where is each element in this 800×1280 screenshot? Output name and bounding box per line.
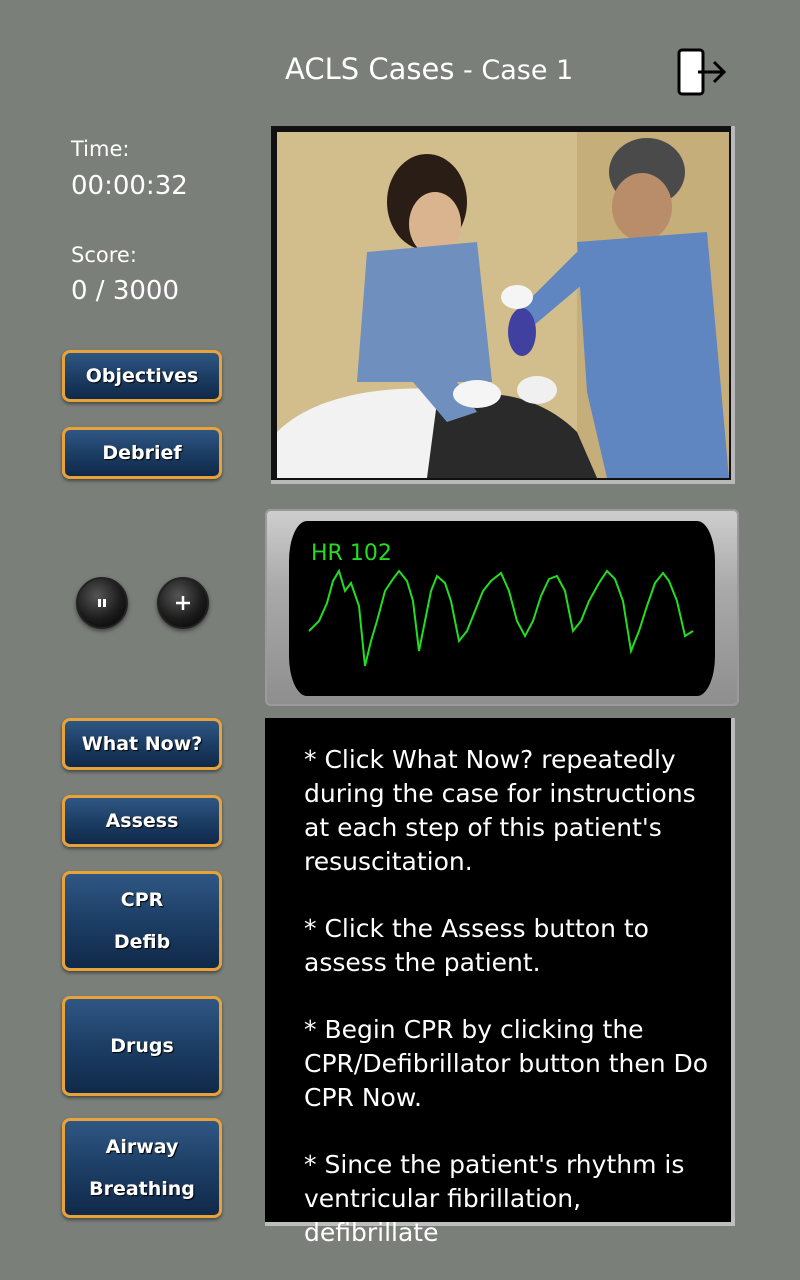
assess-button[interactable] bbox=[62, 795, 222, 847]
drugs-button[interactable] bbox=[62, 996, 222, 1096]
objectives-label: Objectives bbox=[85, 365, 199, 387]
score-value: 0 / 3000 bbox=[71, 276, 179, 306]
score-label: Score: bbox=[71, 243, 137, 267]
instruction-item: * Begin CPR by clicking the CPR/Defibrillator button then Do CPR Now. bbox=[304, 1015, 709, 1112]
what-now-label: What Now? bbox=[81, 733, 203, 755]
airway-label: Airway bbox=[105, 1136, 179, 1158]
add-button[interactable] bbox=[157, 577, 209, 629]
monitor-screen bbox=[289, 521, 715, 696]
airway-breathing-button[interactable] bbox=[62, 1118, 222, 1218]
scene-photo-frame bbox=[271, 126, 735, 484]
app-title: ACLS Cases bbox=[285, 52, 455, 86]
breathing-label: Breathing bbox=[89, 1178, 195, 1200]
heart-monitor bbox=[265, 509, 739, 706]
instructions-panel bbox=[265, 718, 735, 1247]
defib-label: Defib bbox=[113, 931, 171, 953]
time-label: Time: bbox=[71, 137, 130, 161]
ecg-trace bbox=[309, 571, 693, 666]
exit-icon[interactable] bbox=[676, 46, 728, 98]
cpr-label: CPR bbox=[120, 889, 164, 911]
objectives-button[interactable] bbox=[62, 350, 222, 402]
assess-label: Assess bbox=[105, 810, 179, 832]
instruction-item: * Click the Assess button to assess the patient. bbox=[304, 914, 649, 977]
pause-icon bbox=[95, 596, 109, 610]
pause-button[interactable] bbox=[76, 577, 128, 629]
case-subtitle: - Case 1 bbox=[454, 55, 574, 86]
scene-photo bbox=[277, 132, 725, 474]
time-value: 00:00:32 bbox=[71, 171, 188, 201]
instruction-item: * Click What Now? repeatedly during the case for instructions at each step of this patient's resuscitation. bbox=[304, 745, 696, 876]
heart-rate-label: HR 102 bbox=[311, 541, 392, 566]
debrief-label: Debrief bbox=[102, 442, 182, 464]
instruction-item: * Since the patient's rhythm is ventricular fibrillation, defibrillate bbox=[304, 1150, 685, 1247]
debrief-button[interactable] bbox=[62, 427, 222, 479]
cpr-defib-button[interactable] bbox=[62, 871, 222, 971]
drugs-label: Drugs bbox=[110, 1035, 174, 1057]
what-now-button[interactable] bbox=[62, 718, 222, 770]
page-title bbox=[285, 52, 573, 86]
plus-icon bbox=[174, 594, 192, 612]
